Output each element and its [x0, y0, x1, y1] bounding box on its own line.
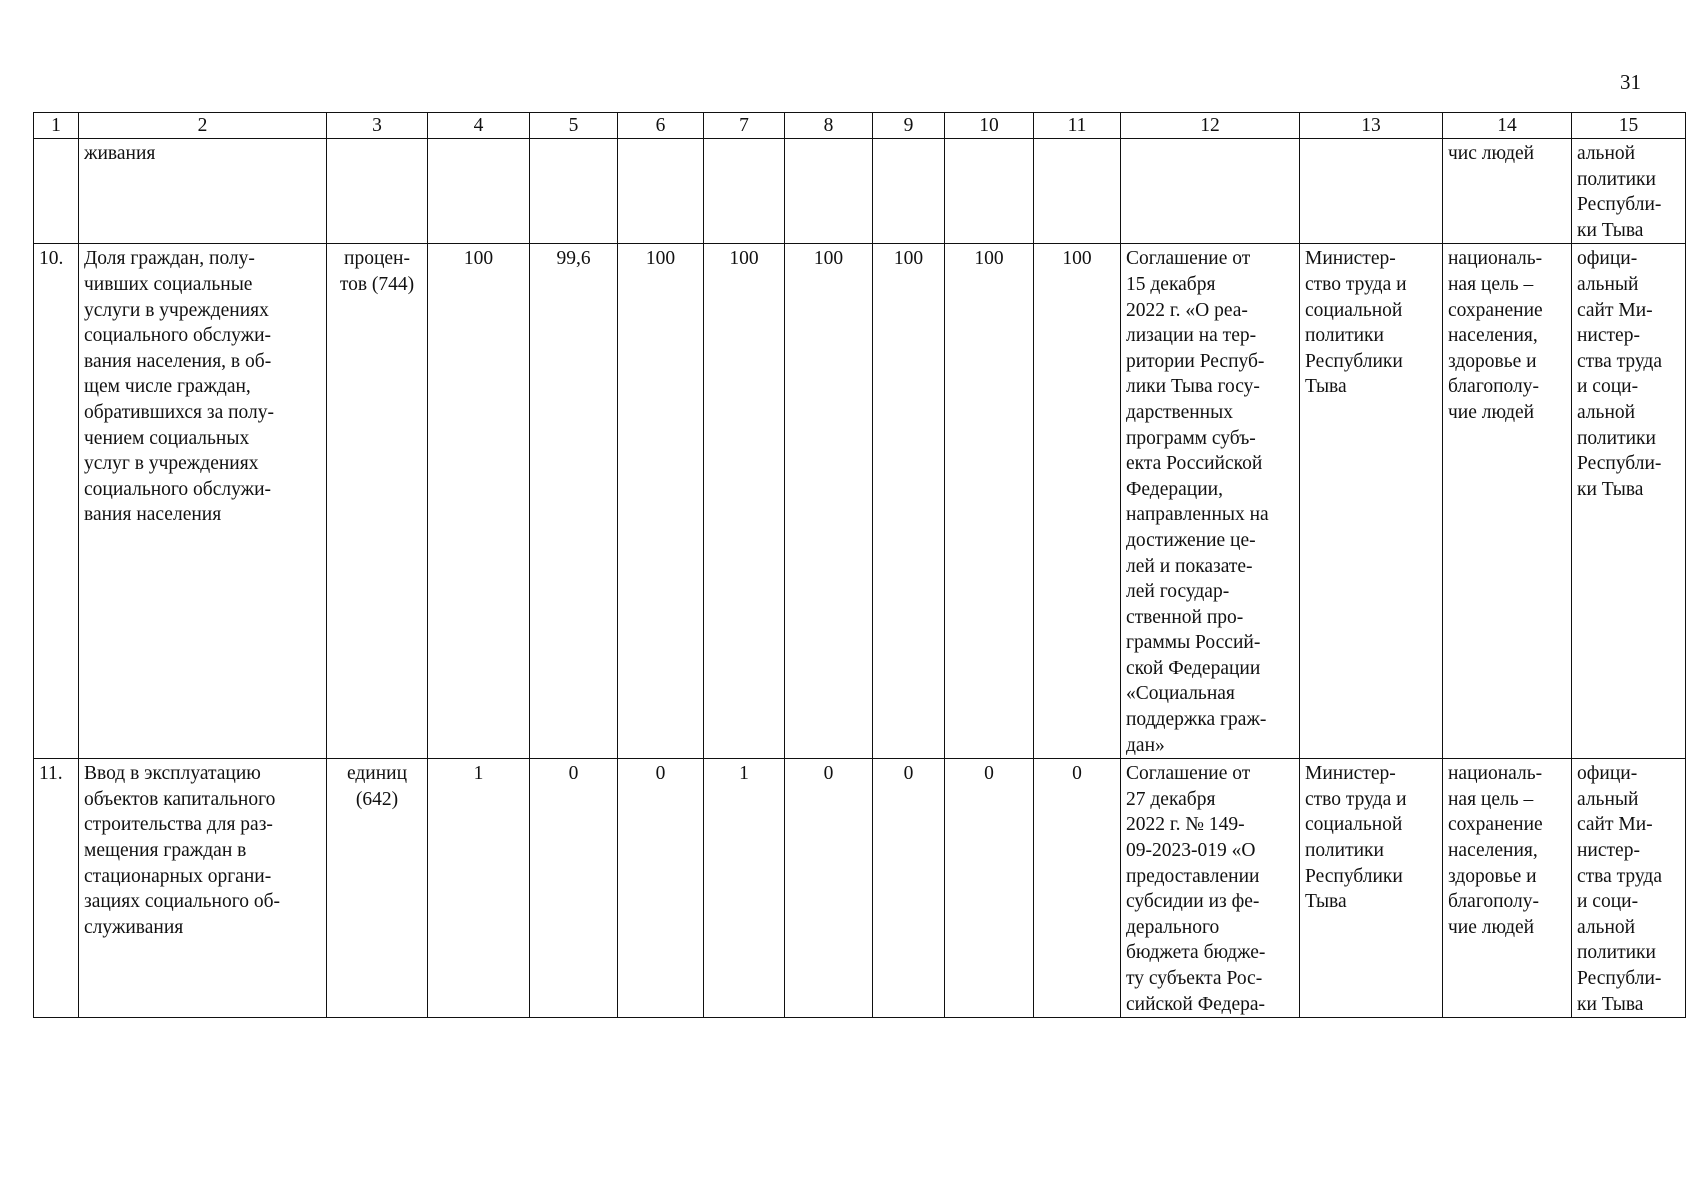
- info-source: альной политики Республи- ки Тыва: [1572, 139, 1686, 244]
- value-cell: 100: [704, 244, 785, 759]
- col-header: 15: [1572, 113, 1686, 139]
- value-cell: 100: [945, 244, 1034, 759]
- national-goal: националь- ная цель – сохранение населения, здоровье и благополу- чие людей: [1443, 759, 1572, 1018]
- unit-cell: единиц (642): [327, 759, 428, 1018]
- column-numbers-row: [34, 113, 1686, 139]
- row-number: 11.: [34, 759, 79, 1018]
- value-cell: [704, 139, 785, 244]
- col-header: 3: [327, 113, 428, 139]
- unit-cell: процен- тов (744): [327, 244, 428, 759]
- info-source: офици- альный сайт Ми- нистер- ства труда и соци- альной политики Республи- ки Тыва: [1572, 244, 1686, 759]
- value-cell: 0: [530, 759, 618, 1018]
- basis-document: Соглашение от 15 декабря 2022 г. «О реа- лизации на тер- ритории Респуб- лики Тыва госу- дарственных программ субъ- екта Российской Федерации, направленных на достижение це- лей и показате- лей государ- ственной про- граммы Россий- ской Федерации «Социальная поддержка граж- дан»: [1121, 244, 1300, 759]
- col-header: 8: [785, 113, 873, 139]
- value-cell: 100: [428, 244, 530, 759]
- value-cell: [530, 139, 618, 244]
- indicators-table: [33, 112, 1686, 1018]
- unit-cell: [327, 139, 428, 244]
- table-row: [34, 759, 1686, 1018]
- value-cell: 100: [1034, 244, 1121, 759]
- col-header: 13: [1300, 113, 1443, 139]
- col-header: 2: [79, 113, 327, 139]
- table-row: [34, 244, 1686, 759]
- value-cell: 1: [704, 759, 785, 1018]
- value-cell: [873, 139, 945, 244]
- value-cell: 100: [873, 244, 945, 759]
- value-cell: [618, 139, 704, 244]
- col-header: 4: [428, 113, 530, 139]
- value-cell: [1034, 139, 1121, 244]
- indicator-name: Ввод в эксплуатацию объектов капитального строительства для раз- мещения граждан в стационарных органи- зациях социального об- служивания: [79, 759, 327, 1018]
- responsible-body: Министер- ство труда и социальной политики Республики Тыва: [1300, 244, 1443, 759]
- value-cell: 0: [785, 759, 873, 1018]
- col-header: 5: [530, 113, 618, 139]
- value-cell: 1: [428, 759, 530, 1018]
- indicator-name: Доля граждан, полу- чивших социальные услуги в учреждениях социального обслужи- вания населения, в об- щем числе граждан, обратившихся за полу- чением социальных услуг в учреждениях социального обслужи- вания населения: [79, 244, 327, 759]
- value-cell: 100: [785, 244, 873, 759]
- value-cell: [785, 139, 873, 244]
- table-row: [34, 139, 1686, 244]
- responsible-body: Министер- ство труда и социальной политики Республики Тыва: [1300, 759, 1443, 1018]
- info-source: офици- альный сайт Ми- нистер- ства труда и соци- альной политики Республи- ки Тыва: [1572, 759, 1686, 1018]
- value-cell: 0: [945, 759, 1034, 1018]
- national-goal: националь- ная цель – сохранение населения, здоровье и благополу- чие людей: [1443, 244, 1572, 759]
- value-cell: 0: [1034, 759, 1121, 1018]
- row-number: [34, 139, 79, 244]
- basis-document: [1121, 139, 1300, 244]
- col-header: 11: [1034, 113, 1121, 139]
- page-number: 31: [1620, 70, 1641, 94]
- value-cell: 99,6: [530, 244, 618, 759]
- responsible-body: [1300, 139, 1443, 244]
- col-header: 7: [704, 113, 785, 139]
- col-header: 6: [618, 113, 704, 139]
- row-number: 10.: [34, 244, 79, 759]
- national-goal: чис людей: [1443, 139, 1572, 244]
- value-cell: [428, 139, 530, 244]
- col-header: 10: [945, 113, 1034, 139]
- value-cell: 0: [873, 759, 945, 1018]
- col-header: 12: [1121, 113, 1300, 139]
- value-cell: 100: [618, 244, 704, 759]
- value-cell: 0: [618, 759, 704, 1018]
- col-header: 1: [34, 113, 79, 139]
- col-header: 9: [873, 113, 945, 139]
- basis-document: Соглашение от 27 декабря 2022 г. № 149- 09-2023-019 «О предоставлении субсидии из фе- дерального бюджета бюдже- ту субъекта Рос- сийской Федера-: [1121, 759, 1300, 1018]
- col-header: 14: [1443, 113, 1572, 139]
- value-cell: [945, 139, 1034, 244]
- indicator-name: живания: [79, 139, 327, 244]
